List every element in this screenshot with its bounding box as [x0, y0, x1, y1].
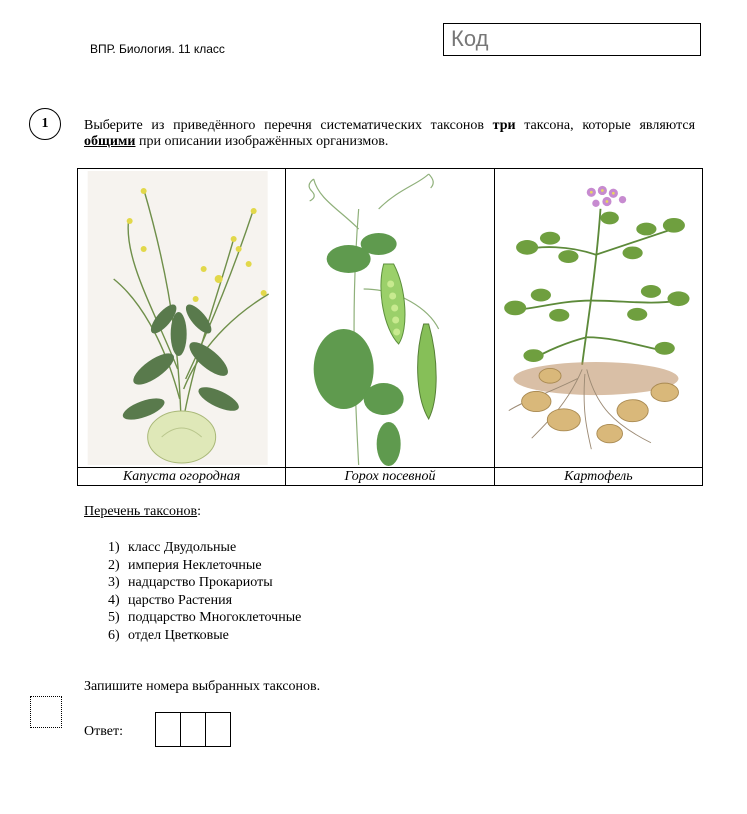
potato-illustration-icon: [495, 169, 702, 467]
answer-cell[interactable]: [180, 712, 206, 747]
question-bold-common: общими: [84, 134, 136, 149]
cabbage-image: [78, 169, 286, 468]
pea-illustration-icon: [286, 169, 493, 467]
answer-cell[interactable]: [155, 712, 181, 747]
answer-label: Ответ:: [84, 724, 123, 739]
question-text: Выберите из приведённого перечня систематических таксонов три таксона, которые являются общими при описании изображённых организмов.: [84, 118, 696, 149]
taxa-list-title: Перечень таксонов:: [84, 504, 201, 519]
code-field[interactable]: Код: [443, 23, 701, 56]
potato-image: [494, 169, 702, 468]
plants-table: [77, 168, 703, 486]
plant-caption: Капуста огородная: [78, 468, 286, 486]
list-item: 1) класс Двудольные: [108, 540, 237, 555]
question-bold-three: три: [492, 118, 516, 133]
pea-image: [286, 169, 494, 468]
question-number-badge: 1: [29, 108, 61, 140]
exam-title: ВПР. Биология. 11 класс: [90, 42, 225, 56]
list-item: 4) царство Растения: [108, 592, 233, 608]
plant-caption: Картофель: [494, 468, 702, 486]
cabbage-illustration-icon: [78, 169, 285, 467]
plant-caption: Горох посевной: [286, 468, 494, 486]
list-item: 2) империя Неклеточные: [108, 557, 262, 573]
answer-cell[interactable]: [205, 712, 231, 747]
answer-cells: [155, 712, 231, 747]
list-item: 5) подцарство Многоклеточные: [108, 610, 302, 626]
answer-instruction: Запишите номера выбранных таксонов.: [84, 679, 321, 694]
score-box[interactable]: [30, 696, 62, 728]
taxa-list: [108, 539, 301, 645]
list-item: 3) надцарство Прокариоты: [108, 575, 273, 591]
list-item: 6) отдел Цветковые: [108, 627, 229, 643]
